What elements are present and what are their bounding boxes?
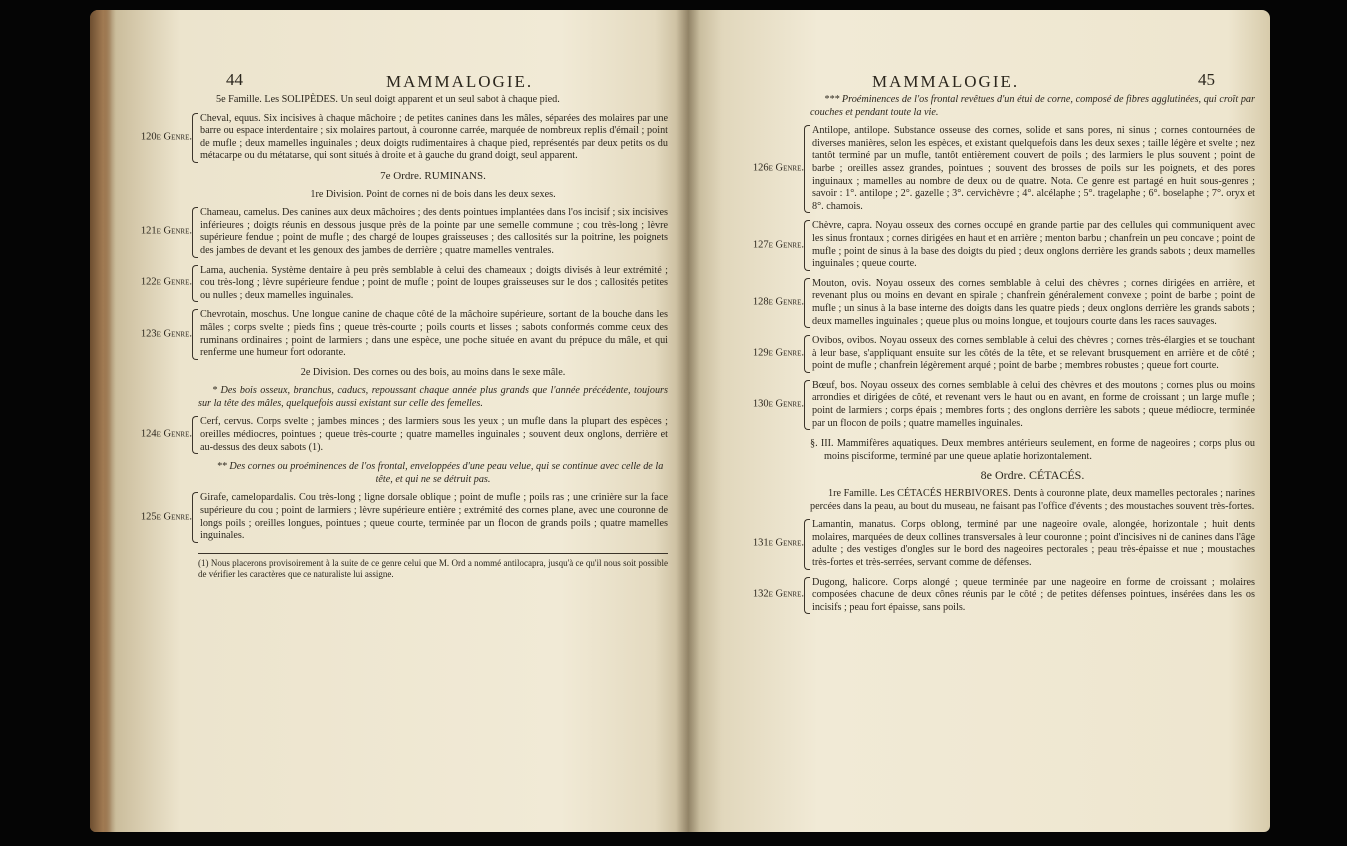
brace bbox=[804, 278, 810, 328]
genre-entry bbox=[752, 220, 1255, 270]
genre-label: 121e Genre. bbox=[140, 226, 192, 238]
left-page-content bbox=[140, 94, 668, 580]
subdivision-note: *** Proéminences de l'os frontal revêtues d'un étui de corne, composé de fibres agglutinées, qui croît par couches et pendant toute la vie. bbox=[810, 94, 1255, 118]
right-page bbox=[688, 10, 1270, 832]
family-heading: 5e Famille. Les SOLIPÈDES. Un seul doigt apparent et un seul sabot à chaque pied. bbox=[216, 94, 560, 105]
genre-description: Girafe, camelopardalis. Cou très-long ; ligne dorsale oblique ; point de mufle ; poils ras ; une crinière sur la face supérieure du cou ; point de larmiers ; lèvre supérieure entière ; extrémité des cornes plane, avec une couronne de longs poils ; oreilles longues, pointues ; queue courte, terminée par un flocon de grands poils ; quatre mamelles inguinales. bbox=[200, 492, 668, 542]
brace bbox=[804, 125, 810, 213]
genre-description: Dugong, halicore. Corps alongé ; queue terminée par une nageoire en forme de croissant ; molaires composées chacune de deux cônes réunis par le côté ; de petites défenses pointues, insérées dans les os incisifs ; peau fort épaisse, sans poils. bbox=[812, 576, 1255, 613]
genre-label: 120e Genre. bbox=[140, 131, 192, 143]
genre-label: 132e Genre. bbox=[752, 589, 804, 601]
open-book bbox=[90, 10, 1270, 832]
brace bbox=[192, 416, 198, 454]
genre-description: Lamantin, manatus. Corps oblong, terminé par une nageoire ovale, alongée, horizontale ; huit dents molaires, marquées de deux collines transversales à leur couronne ; point d'incisives ni de canines dans l'âge adulte ; des vestiges d'ongles sur le bord des nageoires pectorales ; peau très-épaisse et nue ; moustaches très-fortes et très-serrées, servant comme de défenses. bbox=[812, 519, 1255, 568]
genre-entry bbox=[140, 309, 668, 359]
brace bbox=[804, 220, 810, 270]
right-page-content bbox=[752, 94, 1255, 621]
genre-label: 122e Genre. bbox=[140, 277, 192, 289]
genre-entry bbox=[752, 519, 1255, 569]
genre-label: 129e Genre. bbox=[752, 347, 804, 359]
brace bbox=[804, 577, 810, 615]
genre-entry bbox=[752, 125, 1255, 213]
genre-description: Lama, auchenia. Système dentaire à peu près semblable à celui des chameaux ; doigts divisés à leur extrémité ; cou très-long ; lèvre supérieure fendue ; point de mufle ; point de loupes graisseuses sur le dos ; callosités petites ou nulles ; deux mamelles inguinales. bbox=[200, 264, 668, 301]
genre-label: 131e Genre. bbox=[752, 538, 804, 550]
genre-description: Cheval, equus. Six incisives à chaque mâchoire ; de petites canines dans les mâles, séparées des molaires par une barre ou espace interdentaire ; six molaires partout, à couronne carrée, marquée de nombreux replis d'émail ; point de mufle ; deux mamelles inguinales ; deux doigts rudimentaires à chaque pied, représentés par deux petits os du métacarpe ou du métatarse, qui sont situés à droite et à gauche du grand doigt, seul apparent. bbox=[200, 112, 668, 162]
section-heading: §. III. Mammifères aquatiques. Deux membres antérieurs seulement, en forme de nageoires ; corps plus ou moins pisciforme, terminé par une queue aplatie horizontalement. bbox=[810, 438, 1255, 462]
order-heading: 8e Ordre. CÉTACÉS. bbox=[980, 468, 1085, 483]
genre-entry bbox=[752, 277, 1255, 328]
running-head: MAMMALOGIE. bbox=[872, 72, 1020, 91]
book-gutter bbox=[676, 10, 700, 832]
footnote-rule bbox=[198, 553, 668, 554]
brace bbox=[192, 309, 198, 359]
genre-description: Chameau, camelus. Des canines aux deux mâchoires ; des dents pointues implantées dans l'os incisif ; six incisives inférieures ; doigts réunis en dessous jusque près de la pointe par une semelle commune ; cou très-long ; lèvre supérieure fendue ; point de mufle ; des chargé de loupes graisseuses ; des callosités sur la poitrine, les poignets des jambes de devant et les genoux des jambes de derrière ; quatre mamelles ventrales. bbox=[200, 207, 668, 256]
genre-label: 128e Genre. bbox=[752, 296, 804, 308]
page-number: 45 bbox=[1198, 70, 1215, 89]
left-page bbox=[90, 10, 688, 832]
genre-entry bbox=[140, 207, 668, 257]
brace bbox=[192, 113, 198, 163]
genre-label: 126e Genre. bbox=[752, 162, 804, 174]
division-heading: 1re Division. Point de cornes ni de bois dans les deux sexes. bbox=[310, 188, 556, 200]
brace bbox=[804, 519, 810, 569]
brace bbox=[804, 380, 810, 430]
brace bbox=[192, 492, 198, 542]
genre-entry bbox=[752, 379, 1255, 430]
subdivision-note: ** Des cornes ou proéminences de l'os frontal, enveloppées d'une peau velue, qui se continue avec celle de la tête, et qui ne se détruit pas. bbox=[216, 461, 664, 485]
family-heading: 1re Famille. Les CÉTACÉS HERBIVORES. Dents à couronne plate, deux mamelles pectorales ; narines percées dans la peau, au bout du museau, ne faisant pas l'office d'évents ; des moustaches souvent très-fortes. bbox=[810, 488, 1255, 512]
genre-label: 127e Genre. bbox=[752, 239, 804, 251]
genre-description: Chèvre, capra. Noyau osseux des cornes occupé en grande partie par des cellules qui communiquent avec les sinus frontaux ; cornes dirigées en haut et en arrière ; menton barbu ; chanfrein un peu concave ; point de mufle ; point de sinus à la base des doigts du pied ; deux onglons derrière les grands sabots ; deux mamelles inguinales ; queue courte. bbox=[812, 220, 1255, 270]
page-number: 44 bbox=[226, 70, 243, 89]
genre-entry bbox=[140, 112, 668, 163]
genre-description: Chevrotain, moschus. Une longue canine de chaque côté de la mâchoire supérieure, sortant de la bouche dans les mâles ; corps svelte ; pieds fins ; queue très-courte ; poils courts et lisses ; sabots conformés comme ceux des ruminans ordinaires ; point de larmiers ; dans une espèce, une poche située en avant du prépuce du mâle, et qui renferme une humeur fort odorante. bbox=[200, 309, 668, 359]
brace bbox=[804, 335, 810, 373]
genre-entry bbox=[140, 492, 668, 542]
genre-label: 125e Genre. bbox=[140, 511, 192, 523]
genre-description: Bœuf, bos. Noyau osseux des cornes semblable à celui des chèvres et des moutons ; cornes plus ou moins arrondies et dirigées de côté, et revenant vers le haut ou en avant, en forme de croissant ; un large mufle ; point de larmiers ; corps épais ; membres forts ; des onglons derrière les sabots ; queue médiocre, terminée par un flocon de poils ; quatre mamelles inguinales. bbox=[812, 379, 1255, 429]
genre-description: Mouton, ovis. Noyau osseux des cornes semblable à celui des chèvres ; cornes dirigées en arrière, et revenant plus ou moins en devant en spirale ; chanfrein généralement convexe ; point de barbe ; point de mufle ; un sinus à la base interne des doigts dans les quatre pieds ; deux onglons derrière les grands sabots ; deux mamelles inguinales ; queue plus ou moins longue, et toujours courte dans les races sauvages. bbox=[812, 277, 1255, 327]
genre-description: Cerf, cervus. Corps svelte ; jambes minces ; des larmiers sous les yeux ; un mufle dans la plupart des espèces ; oreilles médiocres, pointues ; queue très-courte ; quatre mamelles inguinales ; souvent deux onglons, derrière et au-dessus des deux sabots (1). bbox=[200, 416, 668, 453]
subdivision-note: * Des bois osseux, branchus, caducs, repoussant chaque année plus grands que l'année précédente, toujours sur la tête des mâles, quelquefois aussi existant sur celle des femelles. bbox=[198, 385, 668, 409]
genre-entry bbox=[140, 264, 668, 303]
order-heading: 7e Ordre. RUMINANS. bbox=[380, 169, 486, 182]
genre-description: Ovibos, ovibos. Noyau osseux des cornes semblable à celui des chèvres ; cornes très-élargies et se touchant à leur base, s'appliquant ensuite sur les côtés de la tête, et se relevant brusquement en arrière et de côté ; point de mufle ; chanfrein légèrement arqué ; point de barbe ; membres robustes ; queue fort courte. bbox=[812, 335, 1255, 372]
genre-entry bbox=[140, 416, 668, 454]
brace bbox=[192, 207, 198, 257]
genre-label: 124e Genre. bbox=[140, 429, 192, 441]
footnote: (1) Nous placerons provisoirement à la suite de ce genre celui que M. Ord a nommé antilocapra, jusqu'à ce qu'il nous soit possible de vérifier les caractères que ce naturaliste lui assigne. bbox=[198, 557, 668, 579]
genre-label: 123e Genre. bbox=[140, 328, 192, 340]
brace bbox=[192, 265, 198, 303]
genre-description: Antilope, antilope. Substance osseuse des cornes, solide et sans pores, ni sinus ; cornes contournées de diverses manières, selon les espèces, et existant quelquefois dans les deux sexes ; taille légère et svelte ; nez tantôt terminé par un mufle, tantôt entièrement couvert de poils ; des larmiers le plus souvent ; point de barbe ; oreilles assez grandes, pointues ; souvent des brosses de poils sur les poignets, et des pores inguinaux ; mamelles au nombre de deux ou de quatre. Nota. Ce genre est partagé en huit sous-genres ; savoir : 1°. antilope ; 2°. gazelle ; 3°. cervichèvre ; 4°. alcélaphe ; 5°. tragelaphe ; 6°. boselaphe ; 7°. oryx et 8°. chamois. bbox=[812, 125, 1255, 212]
genre-entry bbox=[752, 576, 1255, 615]
genre-label: 130e Genre. bbox=[752, 398, 804, 410]
genre-entry bbox=[752, 335, 1255, 373]
division-heading: 2e Division. Des cornes ou des bois, au moins dans le sexe mâle. bbox=[300, 366, 566, 378]
running-head: MAMMALOGIE. bbox=[386, 72, 534, 91]
